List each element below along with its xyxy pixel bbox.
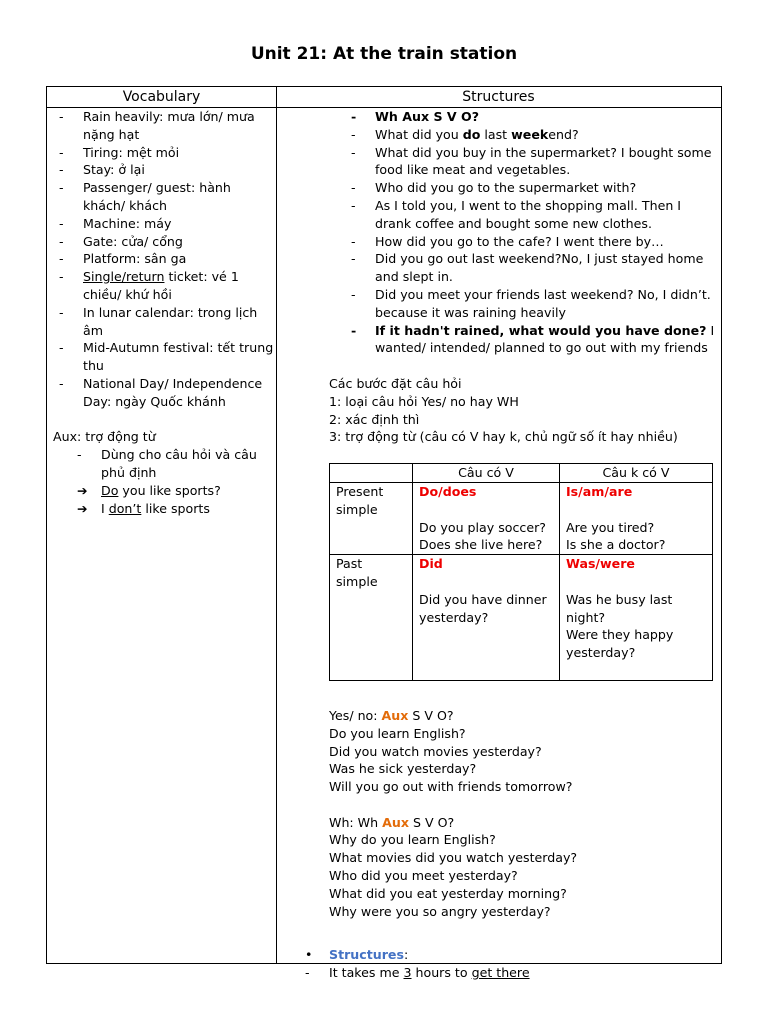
structure-line: - It takes me 3 hours to get there bbox=[305, 965, 530, 981]
structure-item: - Did you go out last weekend?No, I just stayed home and slept in. bbox=[351, 251, 704, 285]
vocab-item: - Rain heavily: mưa lớn/ mưa nặng hạt bbox=[59, 109, 255, 142]
page-title: Unit 21: At the train station bbox=[250, 44, 518, 64]
structure-item: - Did you meet your friends last weekend? No, I didn’t. because it was raining heavily bbox=[351, 286, 711, 320]
vocab-item: - National Day/ Independence Day: ngày Quốc khánh bbox=[59, 375, 263, 409]
table-header: Câu k có V bbox=[560, 464, 713, 483]
aux-heading: Aux: trợ động từ bbox=[53, 429, 156, 445]
vocab-item: - Machine: máy bbox=[59, 215, 172, 231]
vocab-item: - In lunar calendar: trong lịch âm bbox=[59, 304, 258, 338]
vocab-item: - Mid-Autumn festival: tết trung thu bbox=[59, 340, 274, 374]
vocab-item: - Tiring: mệt mỏi bbox=[59, 144, 180, 160]
wh-section: Wh: Wh Aux S V O? Why do you learn English? What movies did you watch yesterday? Who did you meet yesterday? What did you eat yesterday morning? Why were you so angry yesterday? bbox=[329, 814, 578, 919]
table-corner bbox=[330, 464, 413, 483]
vocab-item: - Passenger/ guest: hành khách/ khách bbox=[59, 180, 231, 213]
aux-usage: - Dùng cho câu hỏi và câu phủ định bbox=[77, 447, 257, 480]
arrow-icon: ➔ bbox=[77, 482, 88, 498]
content-table bbox=[46, 86, 722, 981]
aux-example: ➔ I don’t like sports bbox=[77, 500, 210, 516]
structures-bullet: • Structures: bbox=[305, 947, 409, 963]
aux-example: ➔ Do you like sports? bbox=[77, 482, 221, 498]
structure-item: - How did you go to the cafe? I went there by… bbox=[351, 233, 664, 249]
structure-item: - Who did you go to the supermarket with? bbox=[351, 180, 637, 196]
bullet-icon: • bbox=[305, 947, 313, 963]
table-row: Past simple Did Did you have dinner yesterday? Was/were Was he busy last night? Were they happy yesterday? bbox=[330, 555, 713, 681]
structure-item: - Wh Aux S V O? bbox=[351, 109, 480, 124]
vocab-item: - Stay: ở lại bbox=[59, 162, 145, 178]
vocab-item: - Gate: cửa/ cổng bbox=[59, 233, 183, 249]
vocabulary-column bbox=[47, 108, 275, 517]
table-header: Câu có V bbox=[413, 464, 560, 483]
structure-item: - If it hadn't rained, what would you have done? I wanted/ intended/ planned to go out with my friends bbox=[351, 322, 715, 356]
question-steps bbox=[277, 375, 721, 446]
vocab-item: - Single/return ticket: vé 1 chiều/ khứ hồi bbox=[59, 269, 239, 302]
table-row: Present simple Do/does Do you play soccer? Does she live here? Is/am/are Are you tired? Is she a doctor? bbox=[330, 482, 713, 554]
step: 3: trợ động từ (câu có V hay k, chủ ngữ số ít hay nhiều) bbox=[329, 429, 678, 445]
structure-item: - What did you do last weekend? bbox=[351, 126, 579, 142]
step: 1: loại câu hỏi Yes/ no hay WH bbox=[329, 393, 519, 409]
structures-column bbox=[277, 108, 721, 982]
yes-no-section: Yes/ no: Aux S V O? Do you learn English? Did you watch movies yesterday? Was he sick yesterday? Will you go out with friends tomorrow? bbox=[329, 707, 573, 795]
vocab-item: - Platform: sân ga bbox=[59, 251, 187, 267]
structures-header: Structures bbox=[276, 87, 721, 108]
structure-item: - As I told you, I went to the shopping mall. Then I drank coffee and bought some new clothes. bbox=[351, 197, 682, 231]
vocabulary-header: Vocabulary bbox=[47, 87, 277, 108]
step: 2: xác định thì bbox=[329, 411, 420, 427]
arrow-icon: ➔ bbox=[77, 500, 88, 516]
steps-heading: Các bước đặt câu hỏi bbox=[329, 375, 462, 391]
aux-table bbox=[329, 463, 713, 681]
structure-item: - What did you buy in the supermarket? I bought some food like meat and vegetables. bbox=[351, 144, 712, 178]
